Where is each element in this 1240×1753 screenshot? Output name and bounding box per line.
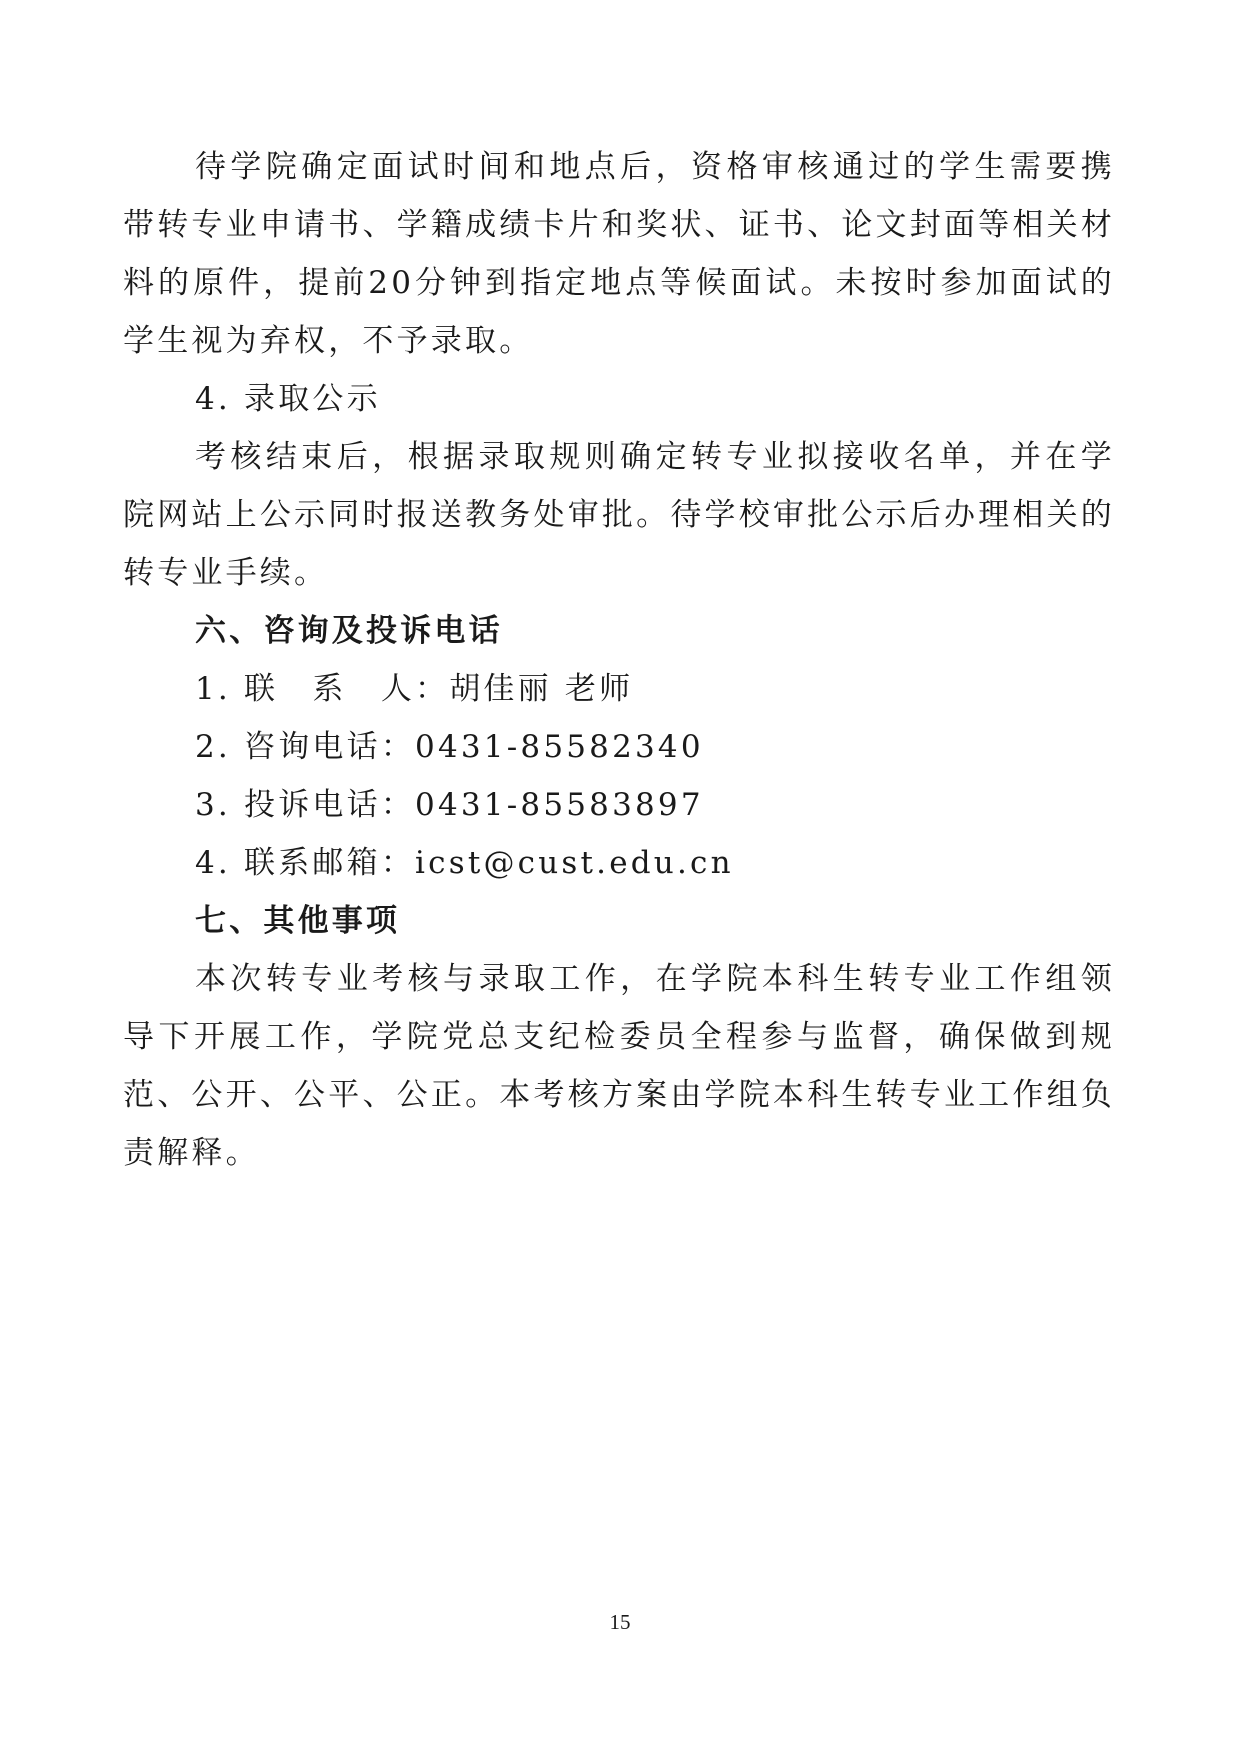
contact-person: 1. 联 系 人：胡佳丽 老师	[195, 671, 634, 707]
consult-phone: 2. 咨询电话：0431-85582340	[195, 729, 704, 765]
admission-paragraph: 考核结束后，根据录取规则确定转专业拟接收名单，并在学院网站上公示同时报送教务处审批。待学校审批公示后办理相关的转专业手续。	[123, 439, 1115, 591]
section-six-heading: 六、咨询及投诉电话	[195, 613, 503, 649]
page-content	[123, 138, 1115, 1182]
page-number: 15	[609, 1610, 631, 1634]
other-matters-paragraph: 本次转专业考核与录取工作，在学院本科生转专业工作组领导下开展工作，学院党总支纪检委员全程参与监督，确保做到规范、公开、公平、公正。本考核方案由学院本科生转专业工作组负责解释。	[123, 961, 1115, 1171]
complaint-phone: 3. 投诉电话：0431-85583897	[195, 787, 704, 823]
contact-email: 4. 联系邮箱：icst@cust.edu.cn	[195, 845, 734, 881]
admission-announcement-title: 4. 录取公示	[195, 381, 381, 417]
interview-paragraph: 待学院确定面试时间和地点后，资格审核通过的学生需要携带转专业申请书、学籍成绩卡片和奖状、证书、论文封面等相关材料的原件，提前20分钟到指定地点等候面试。未按时参加面试的学生视为弃权，不予录取。	[123, 149, 1115, 359]
section-seven-heading: 七、其他事项	[195, 903, 401, 939]
